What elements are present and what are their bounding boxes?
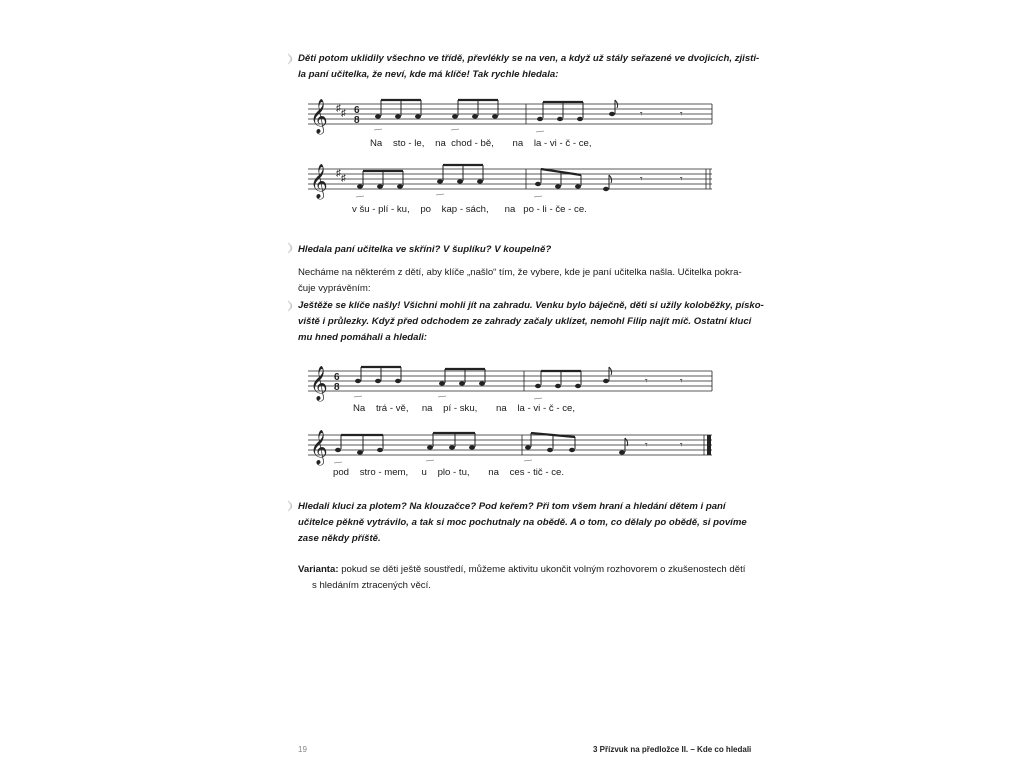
lyric-syllable: - <box>453 467 457 478</box>
lyric-syllable: - <box>527 467 531 478</box>
svg-text:𝄞: 𝄞 <box>310 164 328 199</box>
lyric-syllable: - <box>372 204 376 215</box>
text-line: učitelce pěkně vytrávilo, a tak si moc pochutnaly na obědě. A o tom, co dělaly po obědě, si povíme <box>298 517 747 528</box>
svg-text:𝄞: 𝄞 <box>310 366 328 401</box>
lyric-syllable: plí <box>378 204 389 215</box>
lyric-syllable: ce, <box>578 138 592 149</box>
lyric-syllable: pod <box>333 467 350 478</box>
text-line: s hledáním ztracených věcí. <box>312 580 431 591</box>
music-staff-song2-line1 <box>300 363 740 403</box>
story-paragraph-4 <box>298 499 768 547</box>
lyric-syllable: mem, <box>384 467 409 478</box>
svg-text:𝄾: 𝄾 <box>645 440 648 451</box>
audio-speaker-icon <box>286 53 296 65</box>
text-line: mu hned pomáhali a hledali: <box>298 332 428 343</box>
lyric-syllable: stro <box>359 467 376 478</box>
text-line: la paní učitelka, že neví, kde má klíče! Tak rychle hledala: <box>298 69 559 80</box>
lyrics-song1-line1 <box>370 138 592 149</box>
lyric-syllable: na <box>488 467 499 478</box>
lyric-syllable: po <box>420 204 431 215</box>
text-line: Ještěže se klíče našly! Všichni mohli jít na zahradu. Venku bylo báječně, děti si užily koloběžky, písko- <box>298 300 764 311</box>
lyric-syllable: na <box>512 138 524 149</box>
audio-speaker-icon <box>286 242 296 254</box>
text-line: Hledala paní učitelka ve skříni? V šuplíku? V koupelně? <box>298 244 552 255</box>
lyric-syllable: - <box>568 204 572 215</box>
lyric-syllable: - <box>543 138 548 149</box>
svg-text:♯: ♯ <box>336 103 341 114</box>
text-line: zase někdy příště. <box>298 533 381 544</box>
story-paragraph-2 <box>298 242 768 258</box>
lyrics-song2-line2 <box>333 467 564 478</box>
lyric-syllable: na <box>435 138 446 149</box>
lyric-syllable: ce, <box>562 403 576 414</box>
svg-text:8: 8 <box>354 115 360 126</box>
lyric-syllable: - <box>559 138 563 149</box>
text-line: Necháme na některém z dětí, aby klíče „našlo“ tím, že vybere, kde je paní učitelka našla. Učitelka pokra- <box>298 267 742 278</box>
lyric-syllable: - <box>459 204 464 215</box>
text-line <box>298 562 768 578</box>
lyric-syllable: - <box>536 204 540 215</box>
svg-text:𝄞: 𝄞 <box>310 430 328 465</box>
variant-text: pokud se děti ještě soustředí, můžeme aktivitu ukončit volným rozhovorem o zkušenostech dětí <box>338 564 746 575</box>
variant-paragraph <box>298 562 768 594</box>
lyric-syllable: na <box>496 403 507 414</box>
music-staff-song1-line2 <box>300 161 740 201</box>
music-staff-song2-line2 <box>300 427 740 467</box>
footer-section-title: 3 Přízvuk na předložce II. – Kde co hledali <box>593 745 752 754</box>
lyric-syllable: vě, <box>395 403 409 414</box>
lyric-syllable: li <box>542 204 547 215</box>
lyric-syllable: la <box>517 403 525 414</box>
svg-text:𝄾: 𝄾 <box>645 376 648 387</box>
lyric-syllable: sto <box>392 138 406 149</box>
svg-text:8: 8 <box>334 382 340 393</box>
svg-text:𝄾: 𝄾 <box>680 109 683 120</box>
svg-text:6: 6 <box>354 105 360 116</box>
lyric-syllable: - <box>474 138 478 149</box>
lyric-syllable: - <box>549 204 553 215</box>
lyrics-song1-line2 <box>352 204 587 215</box>
lyric-syllable: po <box>523 204 534 215</box>
lyric-syllable: la <box>533 138 542 149</box>
lyric-syllable: trá <box>375 403 388 414</box>
lyric-syllable: ces <box>509 467 525 478</box>
lyric-syllable: bě, <box>480 138 494 149</box>
svg-text:6: 6 <box>334 372 340 383</box>
text-line: viště i průlezky. Když před odchodem ze zahrady začaly uklízet, nemohl Filip najít míč. Ostatní kluci <box>298 316 752 327</box>
lyric-syllable: pí <box>443 403 452 414</box>
svg-text:𝄞: 𝄞 <box>310 99 328 134</box>
lyric-syllable: ku, <box>396 204 410 215</box>
lyric-syllable: - <box>453 403 458 414</box>
lyric-syllable: ce. <box>551 467 565 478</box>
story-paragraph-1 <box>298 51 768 83</box>
lyric-syllable: - <box>527 403 531 414</box>
instruction-paragraph <box>298 265 768 297</box>
lyric-syllable: v šu <box>352 204 370 215</box>
lyric-syllable: č <box>565 138 571 149</box>
svg-text:𝄾: 𝄾 <box>640 109 643 120</box>
svg-text:𝄾: 𝄾 <box>680 174 683 185</box>
lyric-syllable: plo <box>437 467 451 478</box>
lyric-syllable: - <box>545 467 549 478</box>
lyric-syllable: tu, <box>458 467 470 478</box>
lyric-syllable: - <box>572 138 577 149</box>
lyric-syllable: le, <box>414 138 425 149</box>
svg-text:𝄾: 𝄾 <box>680 440 683 451</box>
lyric-syllable: sách, <box>465 204 489 215</box>
lyric-syllable: na <box>504 204 516 215</box>
lyric-syllable: chod <box>451 138 472 149</box>
text-line: čuje vyprávěním: <box>298 283 371 294</box>
text-line: Hledali kluci za plotem? Na klouzačce? Pod keřem? Při tom všem hraní a hledání dětem i paní <box>298 501 726 512</box>
text-line: Děti potom uklidily všechno ve třídě, převlékly se na ven, a když už stály seřazené ve dvojicích, zjisti- <box>298 53 760 64</box>
lyric-syllable: - <box>378 467 382 478</box>
music-staff-song1-line1 <box>300 96 740 136</box>
variant-label: Varianta: <box>298 564 339 575</box>
lyric-syllable: vi <box>533 403 541 414</box>
lyric-syllable: u <box>421 467 427 478</box>
lyric-syllable: vi <box>549 138 557 149</box>
lyric-syllable: na <box>421 403 433 414</box>
story-paragraph-3 <box>298 298 768 346</box>
lyric-syllable: - <box>389 403 394 414</box>
lyric-syllable: č <box>548 403 554 414</box>
lyric-syllable: - <box>390 204 395 215</box>
svg-text:♯: ♯ <box>341 108 346 119</box>
lyric-syllable: tič <box>533 467 543 478</box>
lyrics-song2-line1 <box>353 403 575 414</box>
lyric-syllable: ce. <box>574 204 587 215</box>
lyric-syllable: Na <box>370 138 383 149</box>
svg-text:♯: ♯ <box>336 168 341 179</box>
svg-text:♯: ♯ <box>341 173 346 184</box>
lyric-syllable: - <box>408 138 412 149</box>
audio-speaker-icon <box>286 300 296 312</box>
lyric-syllable: - <box>542 403 547 414</box>
lyric-syllable: če <box>555 204 566 215</box>
lyric-syllable: - <box>556 403 560 414</box>
svg-text:𝄾: 𝄾 <box>640 174 643 185</box>
audio-speaker-icon <box>286 500 296 512</box>
svg-text:𝄾: 𝄾 <box>680 376 683 387</box>
lyric-syllable: sku, <box>459 403 478 414</box>
lyric-syllable: kap <box>441 204 458 215</box>
page-number: 19 <box>298 745 307 754</box>
lyric-syllable: Na <box>353 403 366 414</box>
